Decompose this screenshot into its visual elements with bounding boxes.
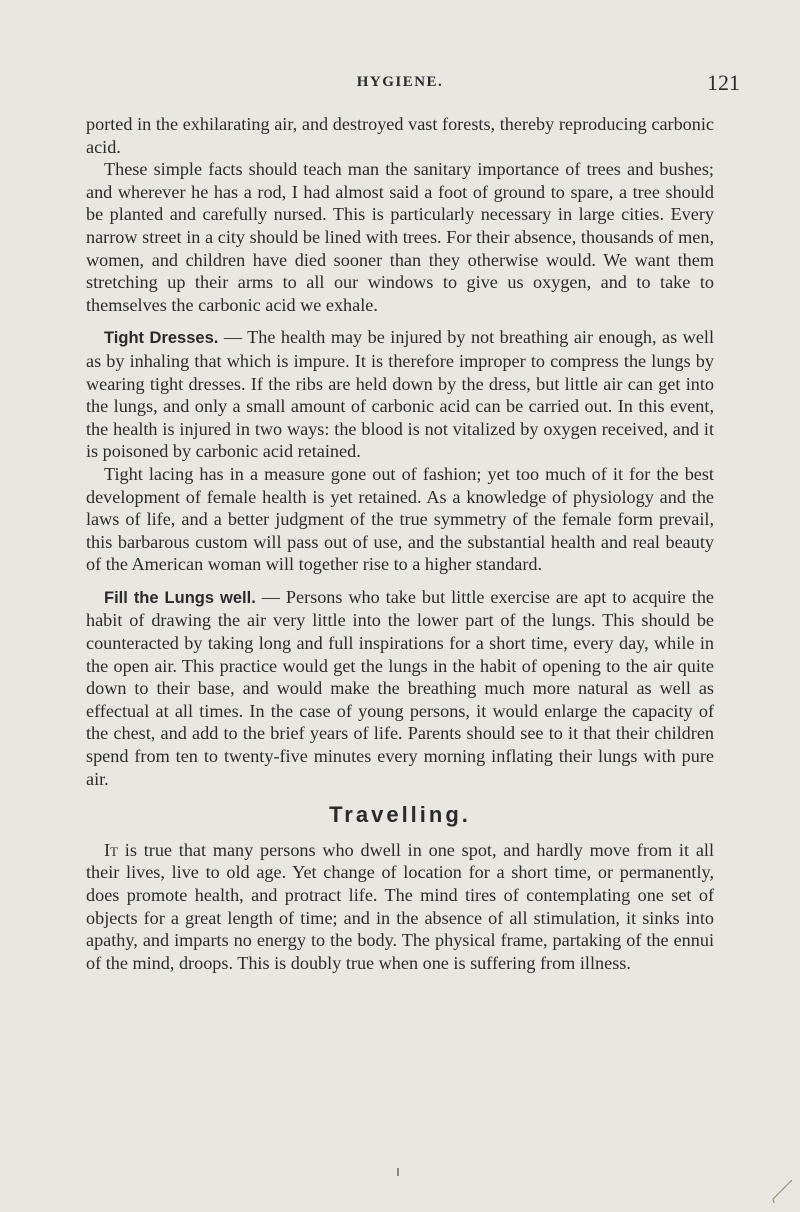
paragraph-continuation: ported in the exhilarating air, and destroyed vast forests, thereby reproducing carbonic acid. (86, 114, 714, 157)
running-head: HYGIENE. (356, 74, 444, 90)
run-in-heading-tight-dresses: Tight Dresses. (104, 329, 219, 348)
stray-mark (397, 1168, 399, 1176)
paragraph-text: is true that many persons who dwell in one spot, and hardly move from it all their lives, live to old age. Yet change of location for a short time, or permanently, does promote health, and protract life. The mind tires of contemplating one set of objects for a great length of time; and in the absence of all stimulation, it sinks into apathy, and imparts no energy to the body. The physical frame, partaking of the ennui of the mind, droops. This is doubly true when one is suffering from illness. (86, 839, 714, 973)
paragraph-text: — The health may be injured by not breathing air enough, as well as by inhaling that which is impure. It is therefore improper to compress the lungs by wearing tight dresses. If the ribs are held down by the dress, but little air can get into the lungs, and only a small amount of carbonic acid can be carried out. In this event, the health is injured in two ways: the blood is not vitalized by oxygen received, and it is poisoned by carbonic acid retained. (86, 327, 714, 462)
pencil-mark-icon (770, 1178, 794, 1204)
paragraph-tight-dresses (86, 326, 714, 463)
page-header (60, 70, 740, 98)
lead-word: It (104, 839, 118, 860)
paragraph-text: — Persons who take but little exercise are apt to acquire the habit of drawing the air very little into the lower part of the lungs. This should be counteracted by taking long and full inspirations for a short time, every day, while in the open air. This practice would get the lungs in the habit of opening to the air quite down to their base, and would make the breathing much more natural as well as effectual at all times. In the case of young persons, it would enlarge the capacity of the chest, and add to the brief years of life. Parents should see to it that their children spend from ten to twenty-five minutes every morning inflating their lungs with pure air. (86, 586, 714, 789)
paragraph-tight-lacing: Tight lacing has in a measure gone out of fashion; yet too much of it for the best development of female health is yet retained. As a knowledge of physiology and the laws of life, and a better judgment of the true symmetry of the female form prevail, this barbarous custom will pass out of use, and the substantial health and real beauty of the American woman will together rise to a higher standard. (86, 463, 714, 575)
body-text (86, 113, 714, 984)
run-in-heading-fill-lungs: Fill the Lungs well. (104, 588, 256, 607)
page-number: 121 (707, 70, 740, 95)
paragraph-fill-lungs (86, 586, 714, 790)
paragraph-trees: These simple facts should teach man the sanitary importance of trees and bushes; and wherever he has a rod, I had almost said a foot of ground to spare, a tree should be planted and carefully nursed. This is particularly necessary in large cities. Every narrow street in a city should be lined with trees. For their absence, thousands of men, women, and children have died sooner than they otherwise would. We want them stretching up their arms to all our windows to give us oxygen, and to take to themselves the carbonic acid we exhale. (86, 159, 714, 315)
section-title-travelling: Travelling. (329, 802, 471, 828)
paragraph-travelling (86, 839, 714, 975)
